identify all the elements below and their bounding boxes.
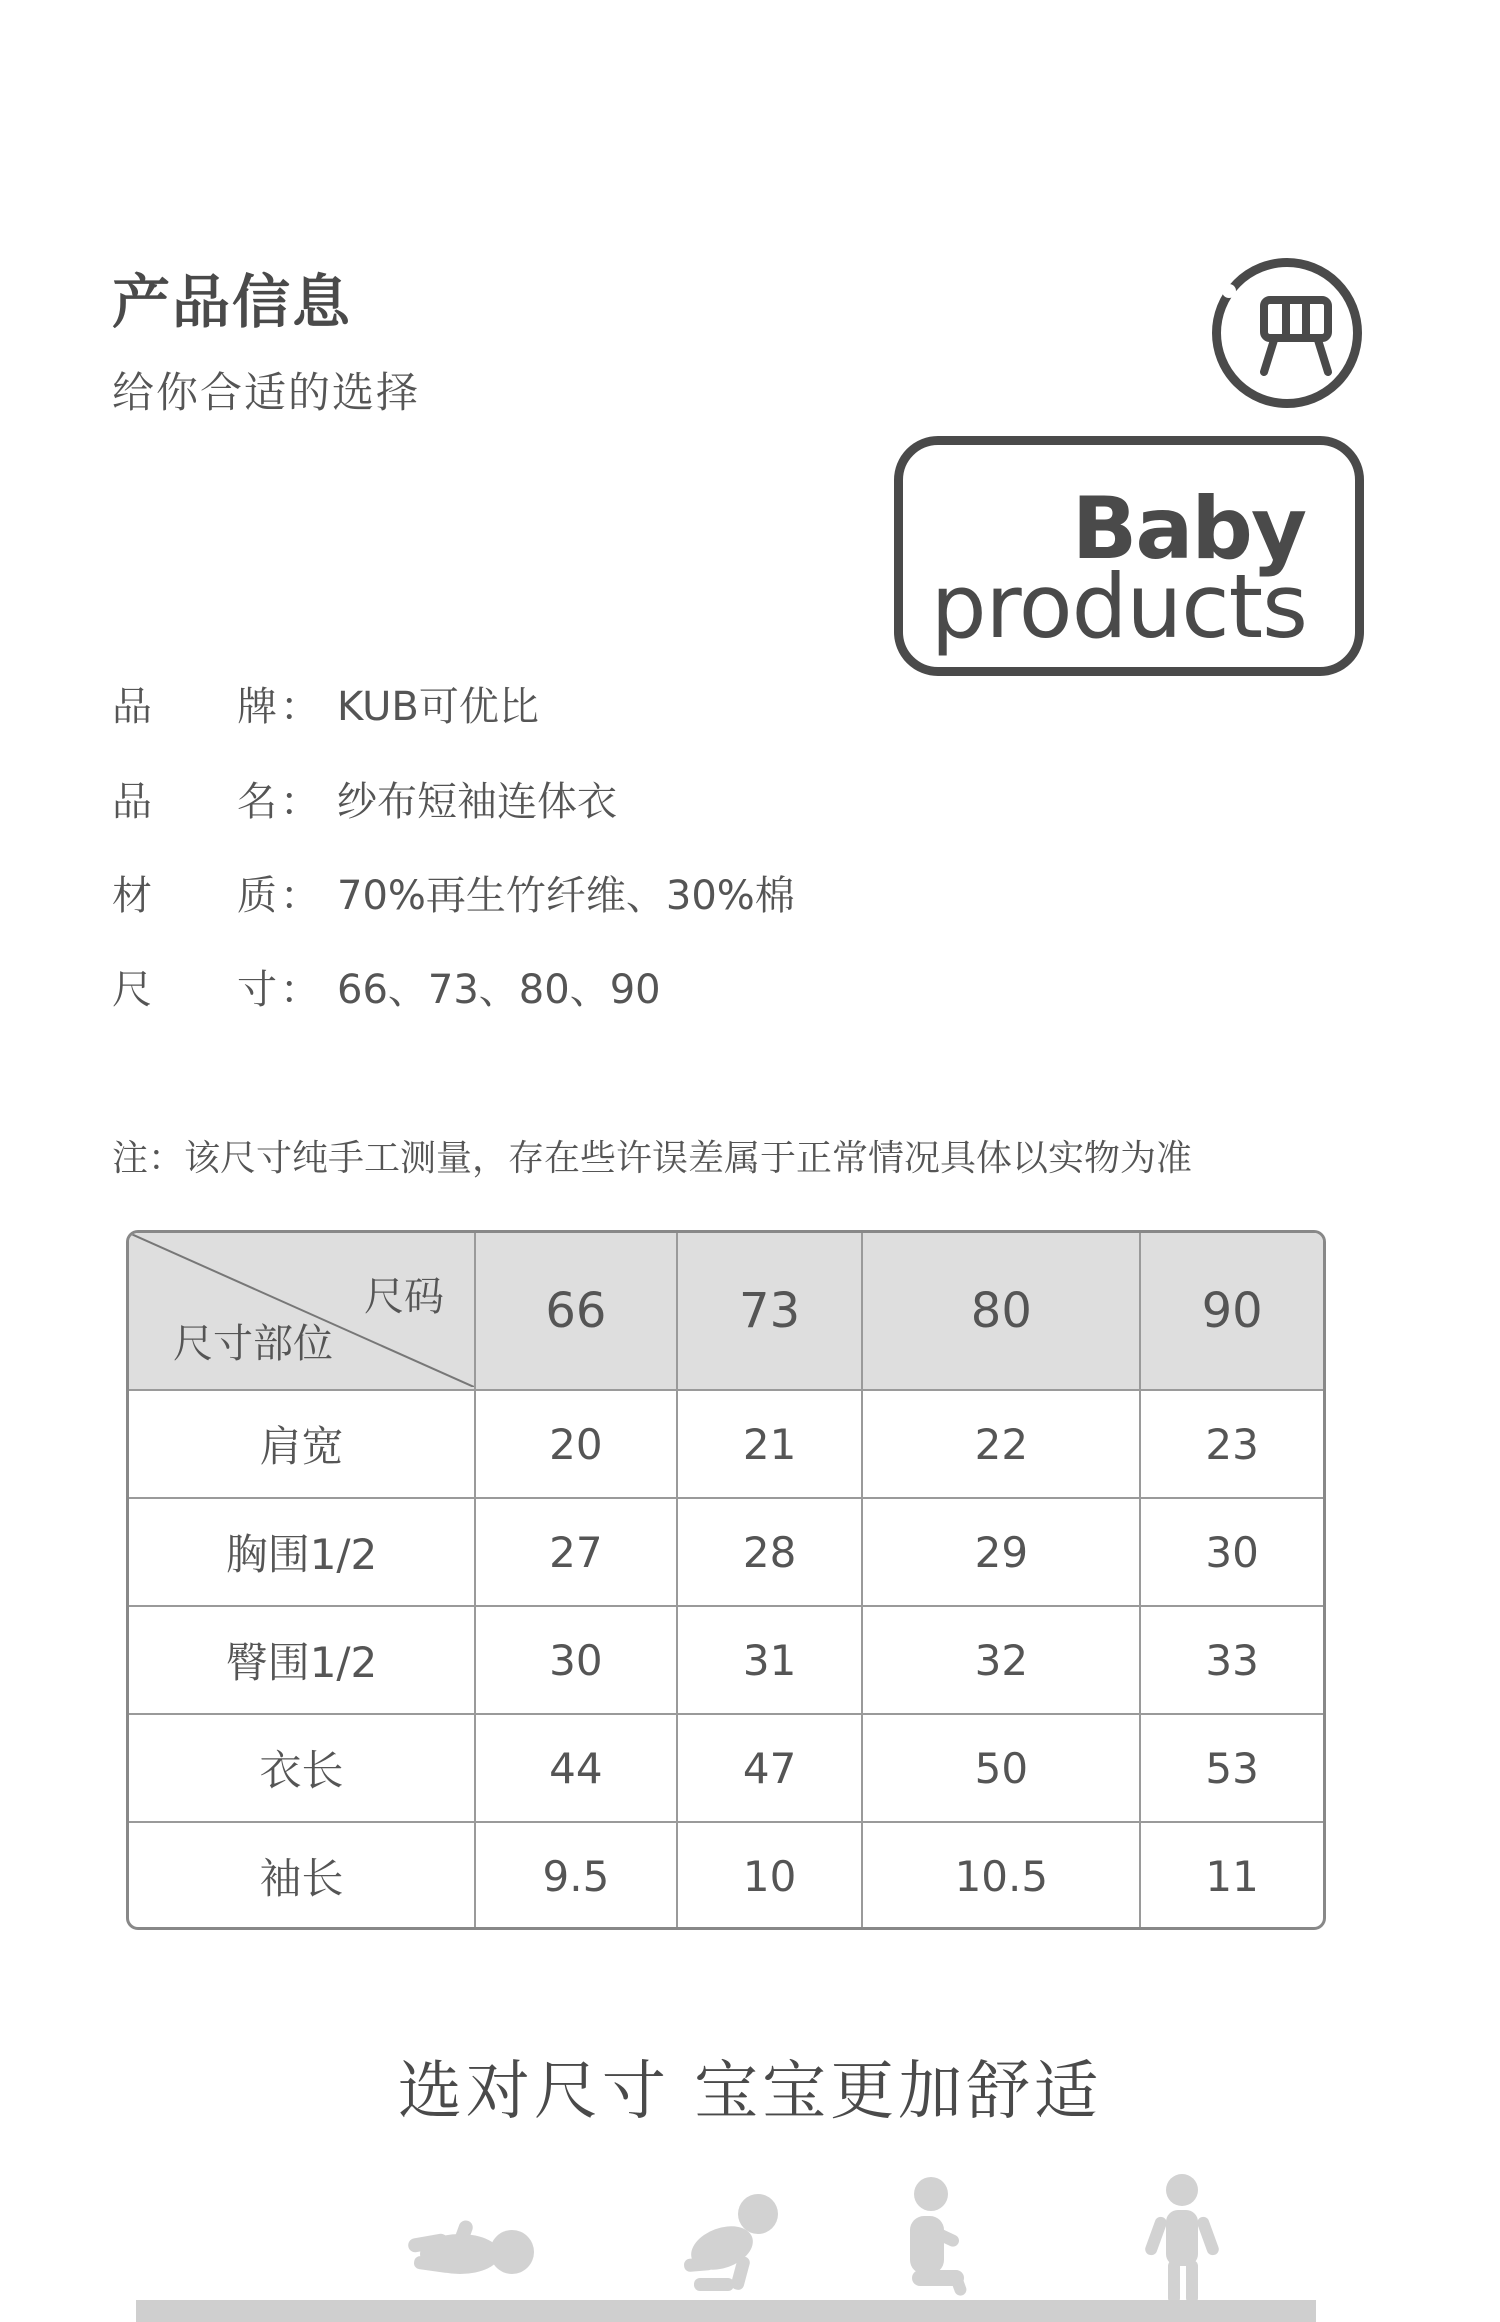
info-key-char1: 品 <box>112 779 152 825</box>
table-cell: 53 <box>1140 1714 1323 1822</box>
size-table <box>126 1230 1326 1930</box>
logo-circle-gap <box>1222 284 1236 298</box>
growth-stage-icons <box>0 2170 1500 2310</box>
baby-products-logo <box>894 436 1364 676</box>
table-cell: 31 <box>677 1606 863 1714</box>
row-label: 臀围1/2 <box>129 1606 475 1714</box>
product-info-title: 产品信息 <box>112 268 353 336</box>
size-header: 80 <box>862 1233 1140 1390</box>
info-key-char2: 质 <box>237 873 277 919</box>
info-key-char2: 寸 <box>237 967 277 1013</box>
table-row <box>129 1714 1323 1822</box>
info-key-char1: 品 <box>112 684 152 730</box>
info-value: 66、73、80、90 <box>337 967 661 1013</box>
table-cell: 44 <box>475 1714 677 1822</box>
table-cell: 27 <box>475 1498 677 1606</box>
info-colon: ： <box>280 684 320 730</box>
info-key-char1: 尺 <box>112 967 152 1013</box>
table-cell: 10.5 <box>862 1822 1140 1929</box>
row-label: 肩宽 <box>129 1390 475 1498</box>
bottom-divider-bar <box>136 2300 1316 2322</box>
table-cell: 21 <box>677 1390 863 1498</box>
table-cell: 47 <box>677 1714 863 1822</box>
logo-text-baby: Baby <box>1071 479 1305 579</box>
info-key-char2: 牌 <box>237 684 277 730</box>
table-row <box>129 1498 1323 1606</box>
row-label: 衣长 <box>129 1714 475 1822</box>
baby-crawling-icon <box>684 2194 778 2291</box>
table-cell: 9.5 <box>475 1822 677 1929</box>
table-header-row <box>129 1233 1323 1390</box>
table-cell: 20 <box>475 1390 677 1498</box>
info-value: 纱布短袖连体衣 <box>337 779 617 825</box>
corner-label-size: 尺码 <box>364 1274 444 1320</box>
info-value: KUB可优比 <box>337 684 539 730</box>
table-cell: 50 <box>862 1714 1140 1822</box>
measurement-note: 注：该尺寸纯手工测量，存在些许误差属于正常情况具体以实物为准 <box>112 1138 1193 1179</box>
table-cell: 33 <box>1140 1606 1323 1714</box>
info-colon: ： <box>280 873 320 919</box>
table-corner-cell <box>129 1233 475 1390</box>
table-cell: 30 <box>475 1606 677 1714</box>
table-row <box>129 1390 1323 1498</box>
row-label: 袖长 <box>129 1822 475 1929</box>
size-header: 73 <box>677 1233 863 1390</box>
table-cell: 30 <box>1140 1498 1323 1606</box>
toddler-standing-icon <box>1144 2174 1221 2304</box>
table-cell: 22 <box>862 1390 1140 1498</box>
info-value: 70%再生竹纤维、30%棉 <box>337 873 795 919</box>
table-row <box>129 1606 1323 1714</box>
info-colon: ： <box>280 779 320 825</box>
table-cell: 23 <box>1140 1390 1323 1498</box>
table-row <box>129 1822 1323 1929</box>
table-cell: 10 <box>677 1822 863 1929</box>
table-cell: 32 <box>862 1606 1140 1714</box>
table-cell: 29 <box>862 1498 1140 1606</box>
logo-text-products: products <box>930 555 1307 658</box>
info-key-char1: 材 <box>112 873 152 919</box>
baby-lying-icon <box>407 2219 534 2274</box>
baby-sitting-icon <box>910 2177 968 2297</box>
table-cell: 11 <box>1140 1822 1323 1929</box>
size-header: 66 <box>475 1233 677 1390</box>
corner-label-part: 尺寸部位 <box>173 1321 333 1367</box>
size-header: 90 <box>1140 1233 1323 1390</box>
product-info-subtitle: 给你合适的选择 <box>112 368 421 417</box>
info-key-char2: 名 <box>237 779 277 825</box>
slogan: 选对尺寸 宝宝更加舒适 <box>397 2055 1103 2129</box>
row-label: 胸围1/2 <box>129 1498 475 1606</box>
table-cell: 28 <box>677 1498 863 1606</box>
info-colon: ： <box>280 967 320 1013</box>
high-chair-icon <box>1246 292 1346 382</box>
